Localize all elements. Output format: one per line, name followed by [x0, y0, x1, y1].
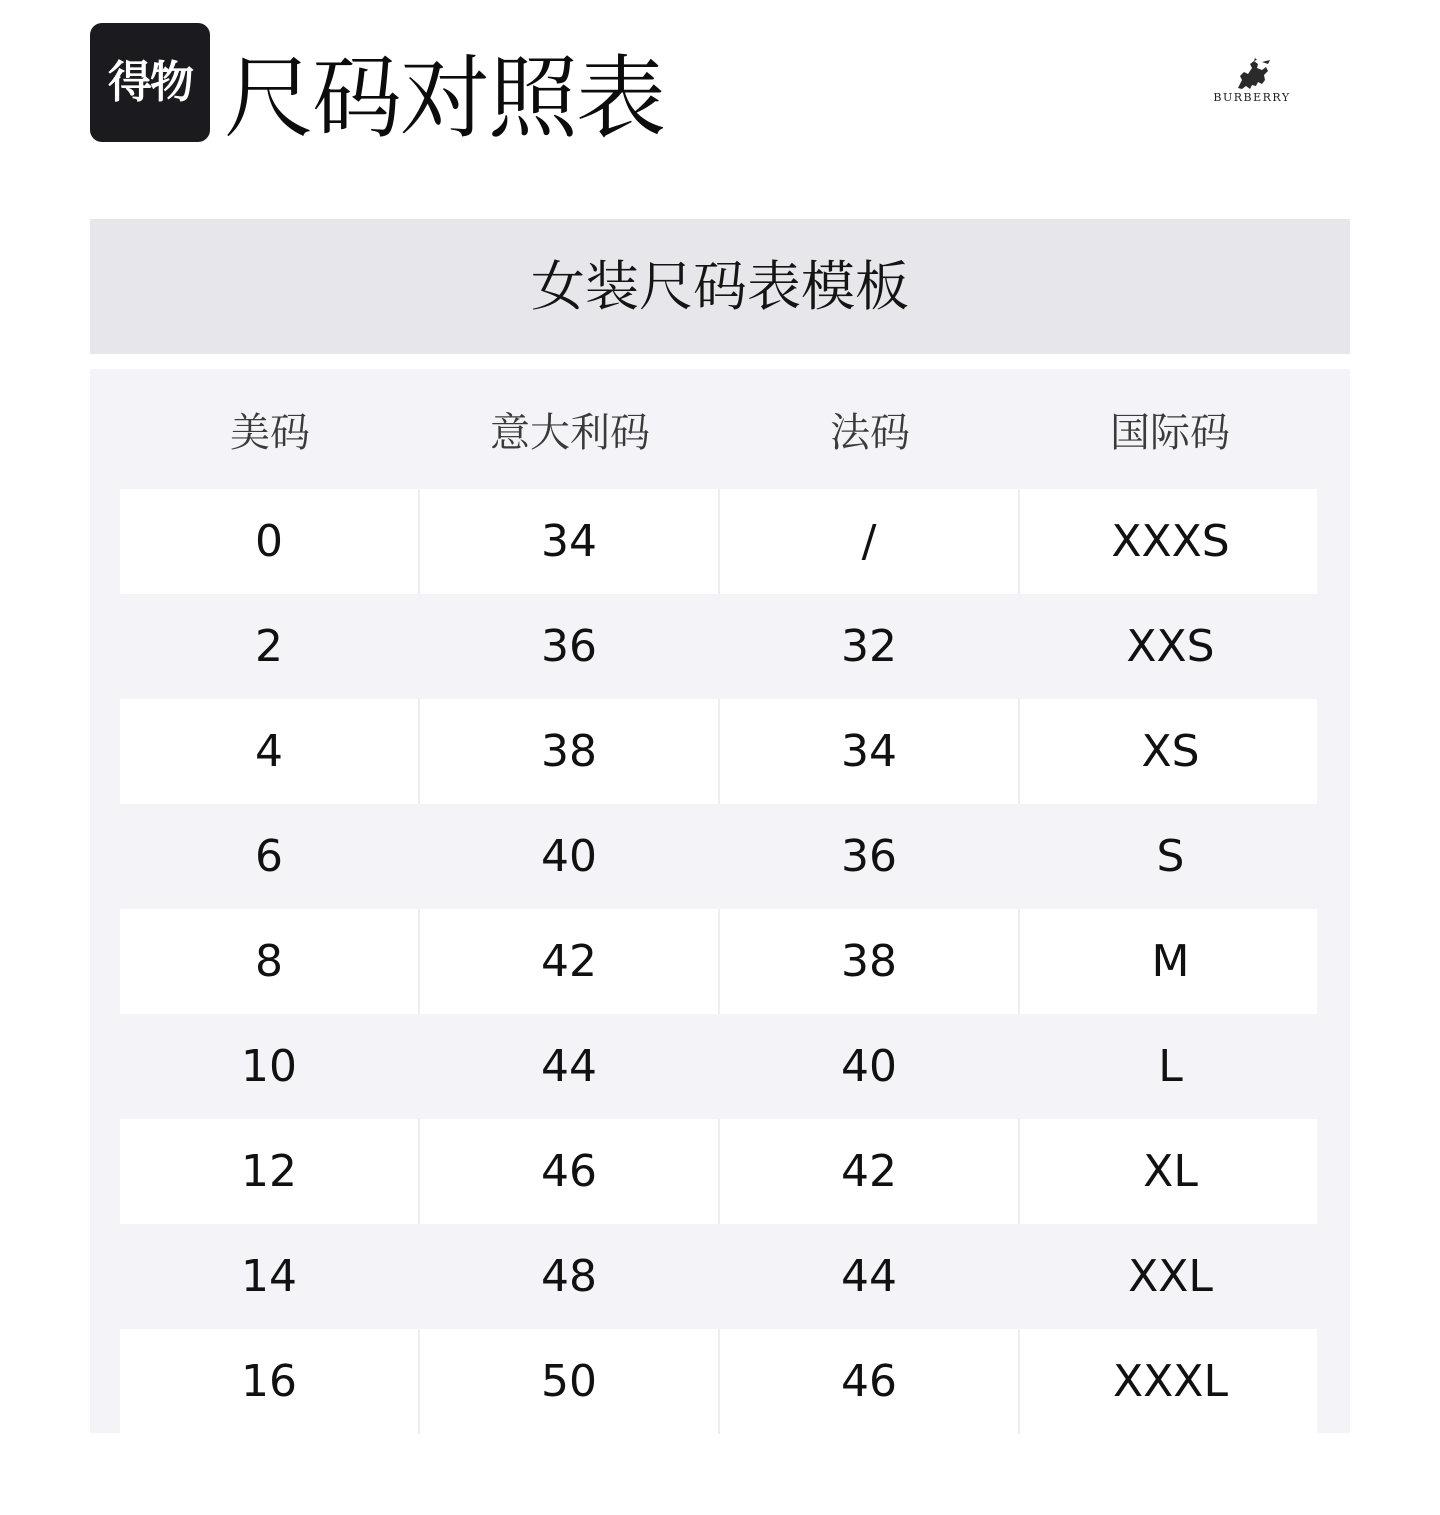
header-italy-size: 意大利码 — [490, 409, 650, 456]
cell-international: XXL — [1128, 1251, 1213, 1302]
cell-international: S — [1156, 831, 1185, 882]
table-row — [120, 1329, 1317, 1434]
table-row — [120, 699, 1317, 804]
app-logo — [90, 23, 210, 142]
table-row — [120, 489, 1317, 594]
brand-logo — [1190, 58, 1314, 106]
cell-italy: 38 — [541, 726, 597, 777]
table-row — [120, 804, 1317, 909]
cell-italy: 42 — [541, 936, 597, 987]
cell-international: XL — [1143, 1146, 1198, 1197]
cell-us: 10 — [241, 1041, 297, 1092]
cell-italy: 50 — [541, 1356, 597, 1407]
cell-international: M — [1151, 936, 1190, 987]
app-logo-text: 得物 — [108, 56, 192, 108]
cell-italy: 46 — [541, 1146, 597, 1197]
cell-international: XXS — [1126, 621, 1215, 672]
cell-us: 8 — [255, 936, 283, 987]
table-row — [120, 1119, 1317, 1224]
cell-france: 46 — [841, 1356, 897, 1407]
table-title-bar — [90, 219, 1350, 354]
cell-italy: 34 — [541, 516, 597, 567]
table-body — [120, 489, 1317, 1434]
header-us-size: 美码 — [230, 409, 310, 456]
cell-us: 16 — [241, 1356, 297, 1407]
page-title: 尺码对照表 — [224, 46, 664, 151]
cell-international: XXXS — [1111, 516, 1230, 567]
table-title: 女装尺码表模板 — [531, 254, 909, 318]
size-table — [90, 369, 1350, 1433]
table-header-row — [120, 369, 1317, 489]
cell-italy: 44 — [541, 1041, 597, 1092]
cell-us: 4 — [255, 726, 283, 777]
cell-us: 12 — [241, 1146, 297, 1197]
cell-france: 42 — [841, 1146, 897, 1197]
header-international-size: 国际码 — [1110, 409, 1230, 456]
cell-france: 40 — [841, 1041, 897, 1092]
cell-us: 2 — [255, 621, 283, 672]
cell-italy: 40 — [541, 831, 597, 882]
table-row — [120, 594, 1317, 699]
table-row — [120, 1014, 1317, 1119]
cell-international: XXXL — [1113, 1356, 1228, 1407]
cell-france: 44 — [841, 1251, 897, 1302]
cell-france: 32 — [841, 621, 897, 672]
table-row — [120, 909, 1317, 1014]
cell-france: 38 — [841, 936, 897, 987]
cell-italy: 48 — [541, 1251, 597, 1302]
brand-wordmark: BURBERRY — [1213, 91, 1291, 104]
cell-international: L — [1158, 1041, 1183, 1092]
cell-international: XS — [1141, 726, 1200, 777]
header-france-size: 法码 — [830, 409, 910, 456]
cell-france: 36 — [841, 831, 897, 882]
cell-france: / — [861, 516, 877, 567]
table-row — [120, 1224, 1317, 1329]
cell-us: 14 — [241, 1251, 297, 1302]
cell-us: 6 — [255, 831, 283, 882]
knight-emblem-icon — [1232, 58, 1272, 92]
cell-italy: 36 — [541, 621, 597, 672]
cell-france: 34 — [841, 726, 897, 777]
cell-us: 0 — [255, 516, 283, 567]
